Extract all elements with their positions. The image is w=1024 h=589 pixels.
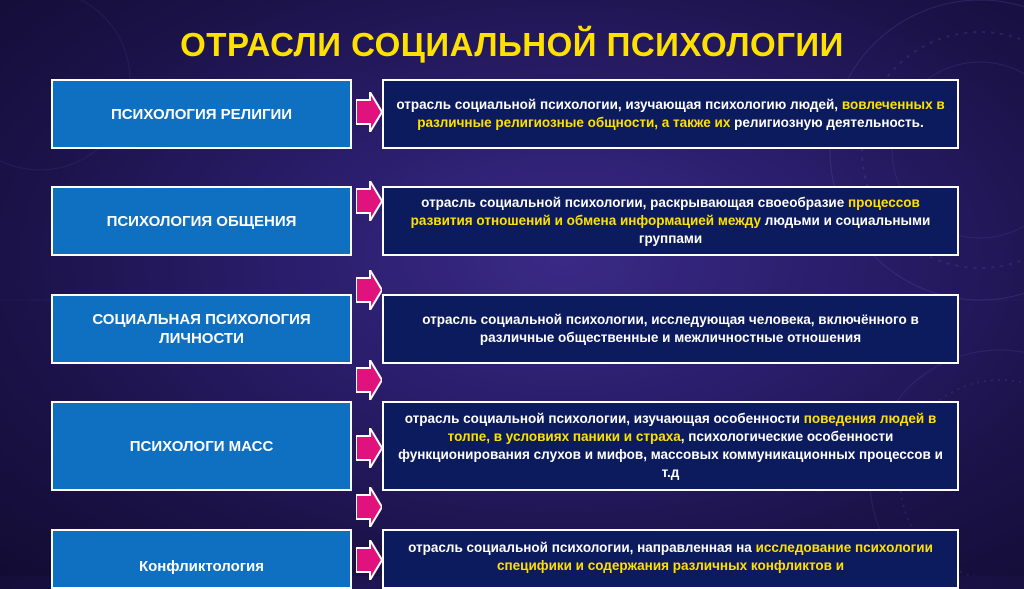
definition-text: отрасль социальной психологии, изучающая психологию людей,	[396, 97, 839, 112]
definition-highlight: вовлеченных в различные религиозные общности, а также их	[417, 97, 945, 130]
branch-label-box	[51, 401, 352, 491]
branch-label: ПСИХОЛОГИЯ ОБЩЕНИЯ	[106, 212, 297, 230]
definition-highlight: процессов развития отношений и обмена информацией между	[410, 195, 920, 228]
arrow-right-icon	[356, 540, 382, 580]
branch-label: СОЦИАЛЬНАЯ ПСИХОЛОГИЯ ЛИЧНОСТИ	[92, 311, 311, 347]
branch-label: Конфликтология	[138, 558, 265, 575]
arrow-right-icon	[356, 487, 382, 527]
arrow-right-icon	[356, 360, 382, 400]
branch-label: ПСИХОЛОГИЯ РЕЛИГИИ	[110, 105, 293, 123]
branch-label-box	[51, 186, 352, 256]
branch-label-box	[51, 529, 352, 589]
branch-definition	[394, 96, 947, 132]
definition-text: отрасль социальной психологии, исследующая человека, включённого в различные общественные и межличностные отношения	[422, 312, 919, 345]
branch-label-box	[51, 294, 352, 364]
branch-definition-box	[382, 79, 959, 149]
definition-text: отрасль социальной психологии, направленная на	[408, 540, 752, 555]
page-title: ОТРАСЛИ СОЦИАЛЬНОЙ ПСИХОЛОГИИ	[180, 26, 844, 63]
definition-highlight: исследование психологии специфики и содержания различных конфликтов и	[496, 540, 933, 573]
branch-definition	[394, 194, 947, 248]
arrow-right-icon	[356, 92, 382, 132]
branch-label: ПСИХОЛОГИ МАСС	[129, 437, 274, 455]
definition-highlight: поведения людей в толпе, в условиях паники и страха	[447, 411, 937, 444]
branch-definition	[394, 311, 947, 347]
definition-text: религиозную деятельность.	[734, 115, 924, 130]
arrow-right-icon	[356, 428, 382, 468]
branch-definition-box	[382, 529, 959, 589]
branch-definition-box	[382, 294, 959, 364]
branch-definition	[394, 539, 947, 575]
definition-text: , психологические особенности функционирования слухов и мифов, массовых коммуникационных процессов и т.д	[398, 429, 943, 480]
arrow-right-icon	[356, 270, 382, 310]
branch-label-box	[51, 79, 352, 149]
branch-definition	[394, 410, 947, 482]
arrow-right-icon	[356, 181, 382, 221]
definition-text: отрасль социальной психологии, изучающая особенности	[404, 411, 800, 426]
branch-definition-box	[382, 186, 959, 256]
branch-definition-box	[382, 401, 959, 491]
definition-text: отрасль социальной психологии, раскрывающая своеобразие	[421, 195, 845, 210]
definition-text: людьми и социальными группами	[638, 213, 931, 246]
